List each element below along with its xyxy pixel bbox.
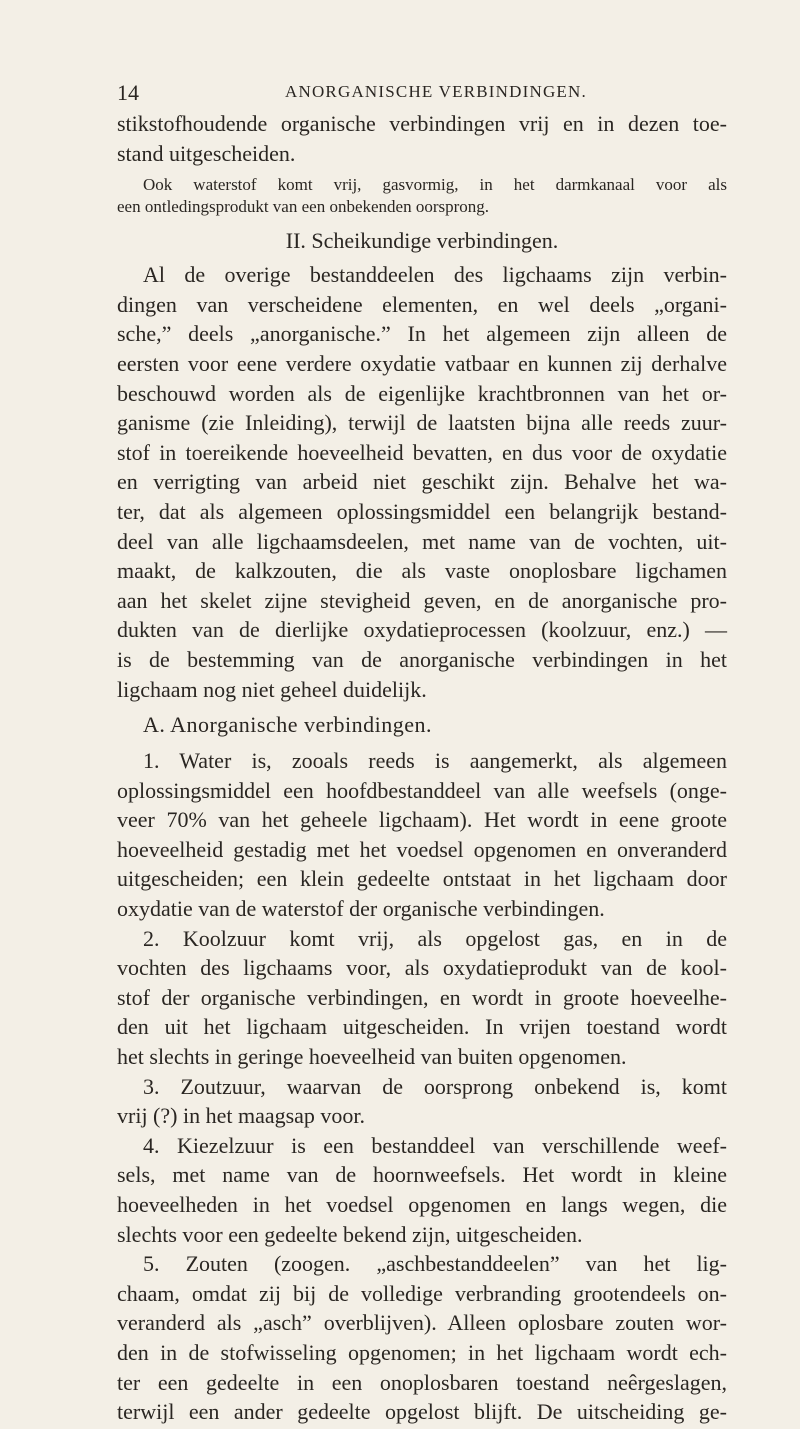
text-line: ligchaam nog niet geheel duidelijk.: [117, 676, 427, 702]
page-header: [0, 80, 800, 110]
text-line: 1. Water is, zooals reeds is aangemerkt, als algemeen: [143, 748, 727, 774]
text-line: hoeveelheden in het voedsel opgenomen en langs wegen, die: [117, 1192, 727, 1217]
page-number: 14: [117, 80, 139, 105]
paragraph-zoutzuur: [117, 1072, 727, 1131]
paragraph-zouten: [117, 1249, 727, 1427]
text-line: stikstofhoudende organische verbindingen vrij en in dezen toe-: [117, 111, 727, 136]
running-head: ANORGANISCHE VERBINDINGEN.: [285, 82, 587, 101]
paragraph-water: [117, 746, 727, 924]
text-line: is de bestemming van de anorganische verbindingen in het: [117, 646, 727, 672]
text-line: uitgescheiden; een klein gedeelte ontstaat in het ligchaam door: [117, 866, 727, 892]
page-body: [117, 109, 727, 1427]
text-line: het slechts in geringe hoeveelheid van buiten opgenomen.: [117, 1044, 627, 1070]
text-line: deel van alle ligchaamsdeelen, met name van de vochten, uit-: [117, 528, 727, 554]
paragraph-kiezelzuur: [117, 1131, 727, 1249]
text-line: sche,” deels „anorganische.” In het algemeen zijn alleen de: [117, 321, 727, 347]
text-line: sels, met name van de hoornweefsels. Het wordt in kleine: [117, 1162, 727, 1188]
text-line: den uit het ligchaam uitgescheiden. In vrijen toestand wordt: [117, 1014, 727, 1040]
text-line: veer 70% van het geheele ligchaam). Het wordt in eene groote: [117, 807, 727, 833]
text-line: vochten des ligchaams voor, als oxydatieprodukt van de kool-: [117, 955, 727, 981]
text-line: terwijl een ander gedeelte opgelost blijft. De uitscheiding ge-: [117, 1399, 727, 1425]
text-line: 2. Koolzuur komt vrij, als opgelost gas, en in de: [143, 925, 727, 951]
text-line: 3. Zoutzuur, waarvan de oorsprong onbekend is, komt: [143, 1073, 727, 1099]
paragraph-continuation: [117, 109, 727, 168]
section-heading: II. Scheikundige verbindingen.: [285, 228, 559, 254]
note-line: een ontledingsprodukt van een onbekenden oorsprong.: [117, 197, 490, 217]
text-line: ter, dat als algemeen oplossingsmiddel een belangrijk bestand-: [117, 498, 727, 524]
note-line: Ook waterstof komt vrij, gasvormig, in het darmkanaal voor als: [143, 175, 727, 195]
text-line: stand uitgescheiden.: [117, 140, 296, 166]
text-line: vrij (?) in het maagsap voor.: [117, 1103, 366, 1129]
text-line: ter een gedeelte in een onoplosbaren toestand neêrgeslagen,: [117, 1369, 727, 1395]
note-paragraph: [117, 174, 727, 218]
text-line: stof in toereikende hoeveelheid bevatten, en dus voor de oxydatie: [117, 439, 727, 465]
subsection-heading: A. Anorganische verbindingen.: [143, 712, 433, 738]
text-line: 5. Zouten (zoogen. „aschbestanddeelen” van het lig-: [143, 1251, 727, 1277]
text-line: beschouwd worden als de eigenlijke krachtbronnen van het or-: [117, 380, 727, 406]
text-line: dingen van verscheidene elementen, en wel deels „organi-: [117, 291, 727, 317]
text-line: oxydatie van de waterstof der organische verbindingen.: [117, 896, 605, 922]
paragraph-koolzuur: [117, 924, 727, 1072]
text-line: Al de overige bestanddeelen des ligchaams zijn verbin-: [143, 262, 727, 288]
text-line: stof der organische verbindingen, en wordt in groote hoeveelhe-: [117, 984, 727, 1010]
text-line: chaam, omdat zij bij de volledige verbranding grootendeels on-: [117, 1280, 727, 1306]
text-line: dukten van de dierlijke oxydatieprocessen (koolzuur, enz.) —: [117, 617, 727, 643]
paragraph: [117, 260, 727, 704]
text-line: 4. Kiezelzuur is een bestanddeel van verschillende weef-: [143, 1132, 727, 1158]
text-line: aan het skelet zijne stevigheid geven, en de anorganische pro-: [117, 587, 727, 613]
text-line: den in de stofwisseling opgenomen; in het ligchaam wordt ech-: [117, 1339, 727, 1365]
text-line: hoeveelheid gestadig met het voedsel opgenomen en onveranderd: [117, 836, 727, 862]
text-line: ganisme (zie Inleiding), terwijl de laatsten bijna alle reeds zuur-: [117, 410, 727, 436]
text-line: eersten voor eene verdere oxydatie vatbaar en kunnen zij derhalve: [117, 350, 727, 376]
text-line: veranderd als „asch” overblijven). Alleen oplosbare zouten wor-: [117, 1310, 727, 1336]
text-line: slechts voor een gedeelte bekend zijn, uitgescheiden.: [117, 1221, 583, 1247]
text-line: maakt, de kalkzouten, die als vaste onoplosbare ligchamen: [117, 558, 727, 584]
text-line: oplossingsmiddel een hoofdbestanddeel van alle weefsels (onge-: [117, 777, 727, 803]
text-line: en verrigting van arbeid niet geschikt zijn. Behalve het wa-: [117, 469, 727, 495]
